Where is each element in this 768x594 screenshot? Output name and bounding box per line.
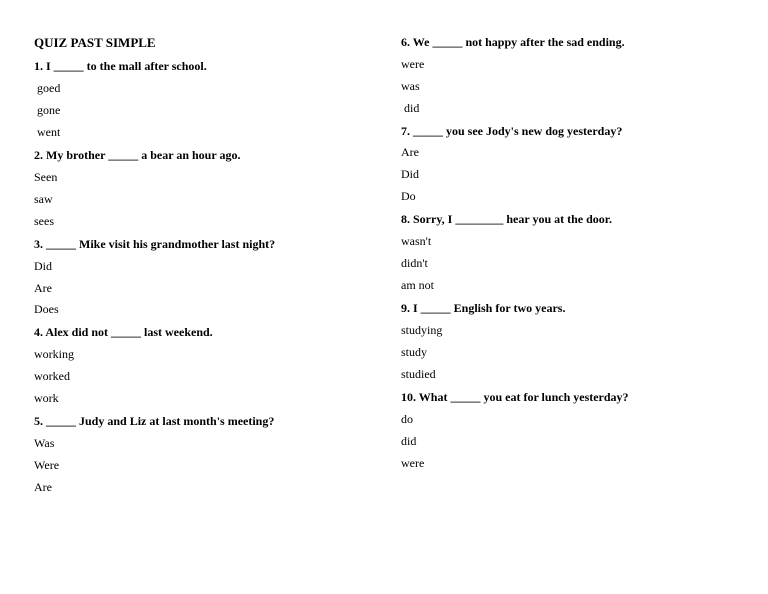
question-6-option-3: did [401,101,420,115]
question-1-option-3: went [34,125,61,139]
question-3-option-1: Did [34,259,52,273]
question-9-option-2: study [401,345,428,359]
question-3-option-2: Are [34,281,52,295]
question-3: 3. _____ Mike visit his grandmother last night? [34,237,276,251]
question-10-option-2: did [401,434,417,448]
question-4-option-2: worked [34,369,70,383]
question-5-option-2: Were [34,458,60,472]
question-4: 4. Alex did not _____ last weekend. [34,325,213,339]
question-8-option-3: am not [401,278,434,292]
question-6: 6. We _____ not happy after the sad ending. [401,35,625,49]
question-5: 5. _____ Judy and Liz at last month's meeting? [34,414,275,428]
question-8: 8. Sorry, I ________ hear you at the door. [401,212,613,226]
question-10-option-3: were [401,456,425,470]
question-2-option-2: saw [34,192,53,206]
question-10: 10. What _____ you eat for lunch yesterday? [401,390,629,404]
question-7-option-3: Do [401,189,416,203]
question-4-option-3: work [34,391,59,405]
page-title: QUIZ PAST SIMPLE [34,35,156,50]
question-8-option-2: didn't [401,256,428,270]
question-1-option-2: gone [34,103,61,117]
question-4-option-1: working [34,347,74,361]
question-10-option-1: do [401,412,413,426]
question-1: 1. I _____ to the mall after school. [34,59,207,73]
question-5-option-3: Are [34,480,52,494]
question-2: 2. My brother _____ a bear an hour ago. [34,148,241,162]
question-9: 9. I _____ English for two years. [401,301,566,315]
question-9-option-3: studied [401,367,436,381]
question-1-option-1: goed [34,81,61,95]
question-9-option-1: studying [401,323,443,337]
question-5-option-1: Was [34,436,55,450]
question-2-option-3: sees [34,214,54,228]
question-7-option-1: Are [401,145,419,159]
question-2-option-1: Seen [34,170,58,184]
question-6-option-2: was [401,79,420,93]
question-7: 7. _____ you see Jody's new dog yesterday? [401,124,623,138]
question-8-option-1: wasn't [401,234,432,248]
question-7-option-2: Did [401,167,419,181]
question-6-option-1: were [401,57,425,71]
question-3-option-3: Does [34,302,59,316]
